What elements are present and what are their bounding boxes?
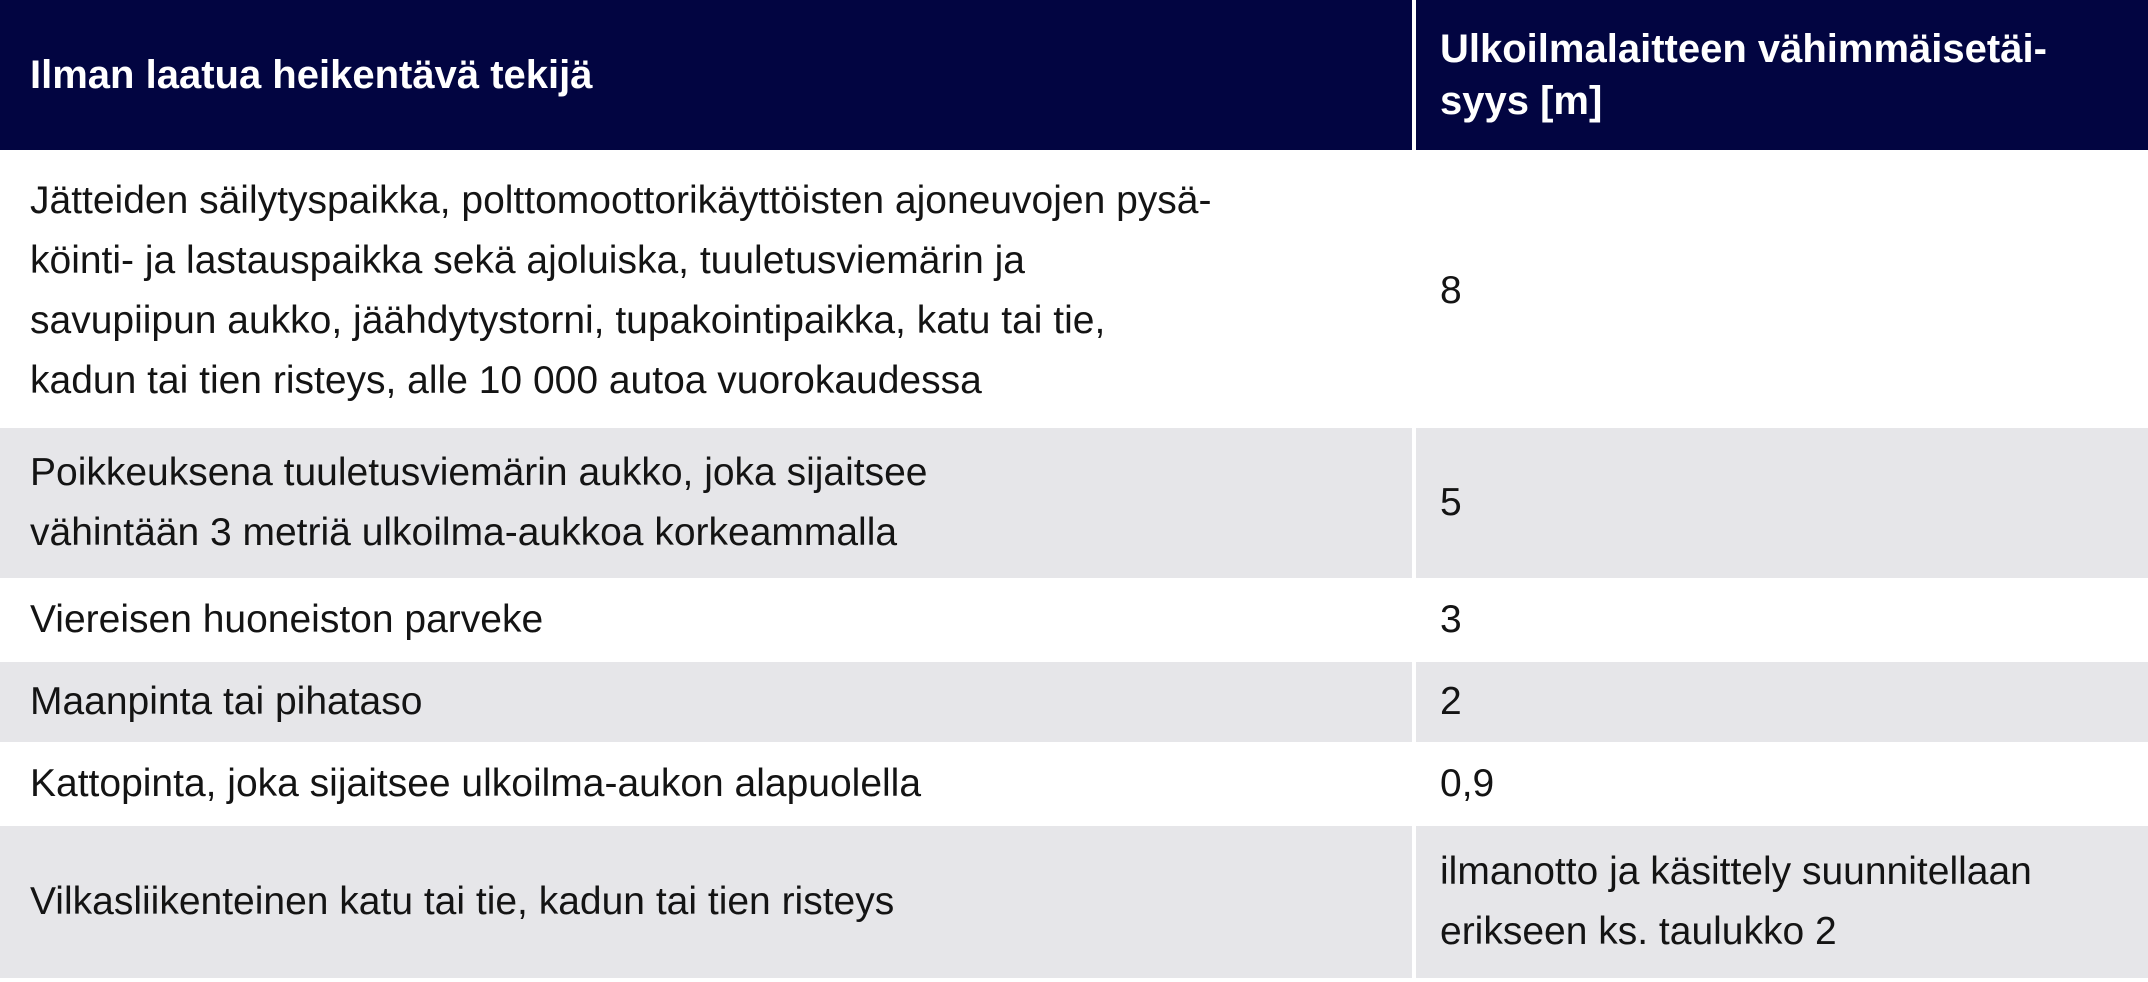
distance-cell [1414, 662, 2148, 742]
factor-line: köinti- ja lastauspaikka sekä ajoluiska, tuuletusviemärin ja [30, 239, 1025, 282]
factor-line: savupiipun aukko, jäähdytystorni, tupakointipaikka, katu tai tie, [30, 299, 1106, 342]
table-row [0, 578, 2148, 662]
table-row [0, 152, 2148, 428]
factor-cell [0, 742, 1414, 826]
factor-line: vähintään 3 metriä ulkoilma-aukkoa korkeammalla [30, 511, 898, 554]
table-row [0, 428, 2148, 578]
factor-line: Poikkeuksena tuuletusviemärin aukko, joka sijaitsee [30, 451, 928, 494]
factor-line: Vilkasliikenteinen katu tai tie, kadun tai tien risteys [30, 880, 895, 923]
distance-value: erikseen ks. taulukko 2 [1440, 910, 1837, 953]
header-distance-line: syys [m] [1440, 79, 1603, 123]
factor-line: kadun tai tien risteys, alle 10 000 autoa vuorokaudessa [30, 359, 982, 402]
distance-value: 0,9 [1440, 762, 1495, 805]
distance-cell [1414, 428, 2148, 578]
factor-cell [0, 428, 1414, 578]
factor-line: Viereisen huoneiston parveke [30, 598, 544, 641]
distance-value: 2 [1440, 680, 1462, 723]
table-row [0, 662, 2148, 742]
factor-cell [0, 578, 1414, 662]
factor-line: Jätteiden säilytyspaikka, polttomoottorikäyttöisten ajoneuvojen pysä- [30, 179, 1212, 222]
factor-cell [0, 152, 1414, 428]
distance-value: 3 [1440, 598, 1462, 641]
distance-value: 8 [1440, 269, 1462, 312]
distance-cell [1414, 826, 2148, 978]
header-factor: Ilman laatua heikentävä tekijä [0, 0, 1414, 152]
factor-cell [0, 826, 1414, 978]
distance-cell [1414, 578, 2148, 662]
factor-cell [0, 662, 1414, 742]
header-distance [1414, 0, 2148, 152]
table-header-row [0, 0, 2148, 152]
factor-line: Kattopinta, joka sijaitsee ulkoilma-aukon alapuolella [30, 762, 922, 805]
distance-value: ilmanotto ja käsittely suunnitellaan [1440, 850, 2032, 893]
header-distance-line: Ulkoilmalaitteen vähimmäisetäi- [1440, 27, 2047, 71]
table-row [0, 826, 2148, 978]
distance-cell [1414, 152, 2148, 428]
distance-value: 5 [1440, 481, 1462, 524]
distance-cell [1414, 742, 2148, 826]
table-row [0, 742, 2148, 826]
factor-line: Maanpinta tai pihataso [30, 680, 423, 723]
